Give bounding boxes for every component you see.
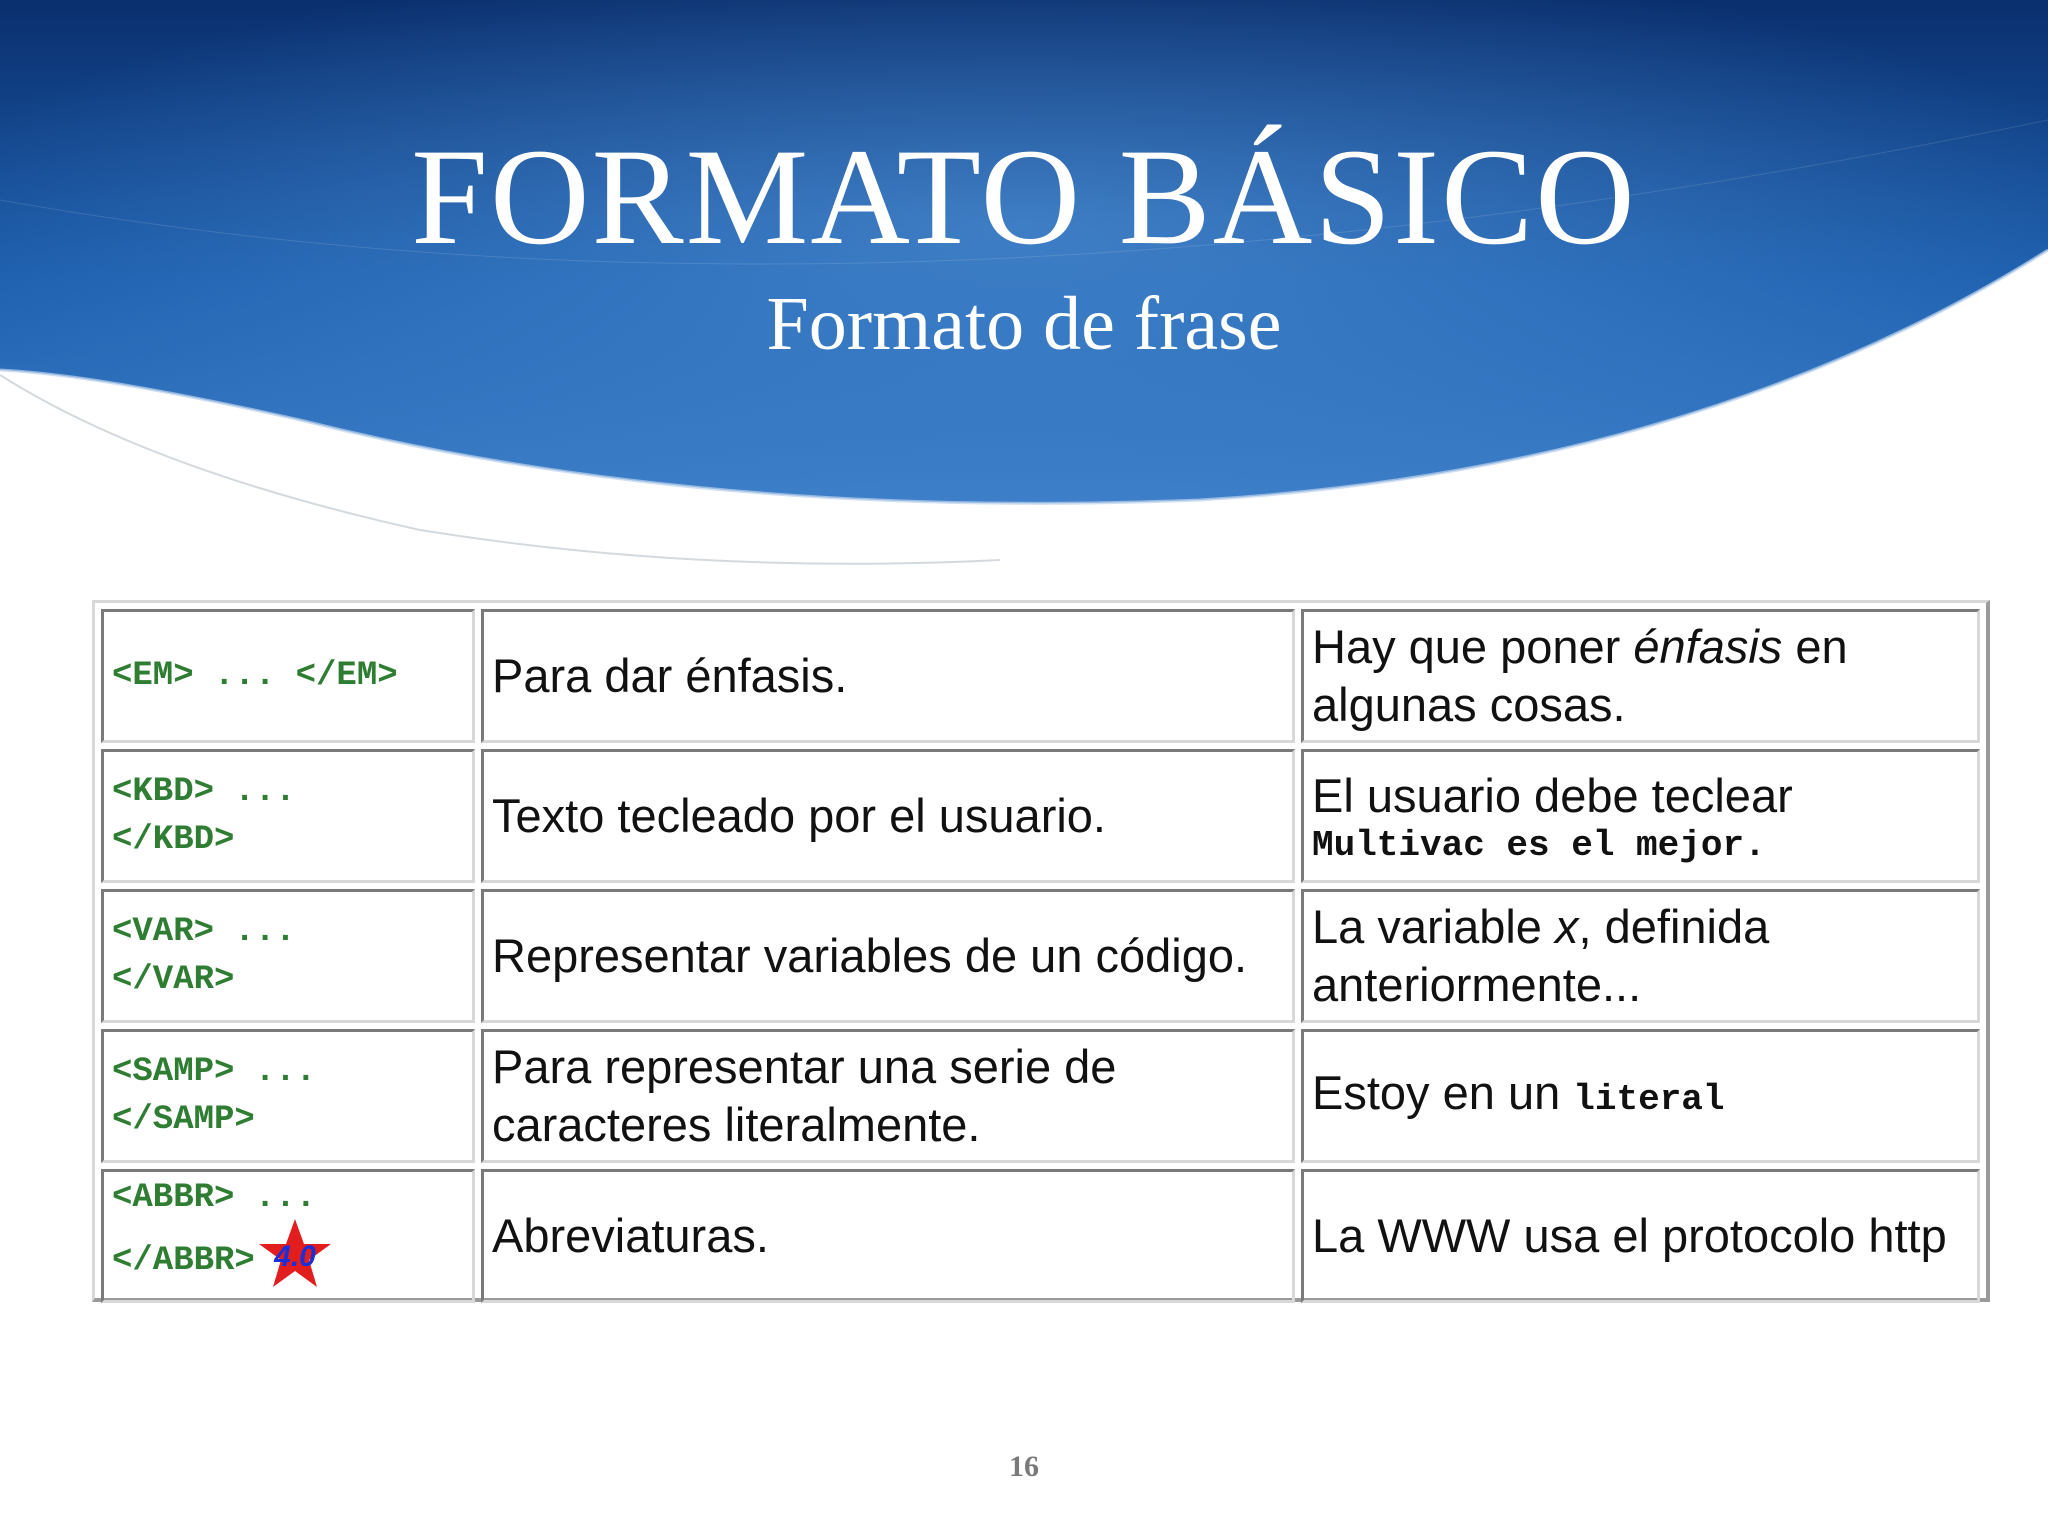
example-text: El usuario debe teclear [1312, 768, 1793, 822]
description-text: Abreviaturas. [492, 1209, 769, 1262]
tag-code-open: <ABBR> ... [112, 1179, 317, 1217]
example-text [1312, 618, 1969, 734]
description-cell [481, 609, 1295, 743]
example-pre: Hay que poner [1312, 620, 1634, 673]
html-tags-table [92, 600, 1990, 1302]
example-emphasis: énfasis [1633, 620, 1783, 673]
example-post: en algunas cosas. [1312, 620, 1848, 731]
example-post: , definida anteriormente... [1312, 900, 1770, 1011]
description-cell [481, 889, 1295, 1023]
tag-code-close: </KBD> [112, 821, 235, 859]
example-pre: La variable [1312, 900, 1555, 953]
tag-cell [101, 609, 475, 743]
tag-cell [101, 1029, 475, 1163]
slide-subtitle: Formato de frase [766, 282, 1282, 366]
example-text [1312, 898, 1969, 1014]
example-cell [1301, 1029, 1980, 1163]
tag-code-close-text: </ABBR> [112, 1241, 255, 1280]
tag-code-open: <VAR> ... [112, 913, 296, 951]
tag-code-open: <SAMP> ... [112, 1053, 317, 1091]
page-number: 16 [1009, 1450, 1039, 1483]
example-variable: x [1555, 900, 1579, 953]
example-cell [1301, 889, 1980, 1023]
description-cell [481, 749, 1295, 883]
table-row-em [101, 609, 1980, 743]
tag-code: <EM> ... </EM> [112, 657, 398, 695]
table-row-var [101, 889, 1980, 1023]
tag-cell [101, 889, 475, 1023]
example-text [1312, 1064, 1969, 1129]
example-cell [1301, 749, 1980, 883]
tag-cell [101, 749, 475, 883]
description-text: Para dar énfasis. [492, 649, 848, 702]
tag-cell [101, 1169, 475, 1303]
example-cell [1301, 1169, 1980, 1303]
tag-code-close: </VAR> [112, 961, 235, 999]
example-cell [1301, 609, 1980, 743]
star-icon [257, 1216, 333, 1292]
slide-title: FORMATO BÁSICO [411, 120, 1637, 273]
example-literal: literal [1573, 1078, 1725, 1120]
table-row-kbd [101, 749, 1980, 883]
description-cell [481, 1169, 1295, 1303]
description-cell [481, 1029, 1295, 1163]
tag-code-open: <KBD> ... [112, 773, 296, 811]
example-text: La WWW usa el protocolo http [1312, 1209, 1947, 1262]
tag-code-close: </SAMP> [112, 1101, 255, 1139]
description-text: Para representar una serie de caracteres literalmente. [492, 1040, 1117, 1151]
description-text: Representar variables de un código. [492, 929, 1248, 982]
star-badge-text: 4.0 [273, 1240, 316, 1273]
example-keyboard-text: Multivac es el mejor. [1312, 824, 1766, 866]
tag-code-close [112, 1222, 464, 1298]
table-row-abbr [101, 1169, 1980, 1303]
example-pre: Estoy en un [1312, 1065, 1574, 1119]
table-row-samp [101, 1029, 1980, 1163]
description-text: Texto tecleado por el usuario. [492, 789, 1106, 842]
tags-table-grid [95, 603, 1986, 1309]
